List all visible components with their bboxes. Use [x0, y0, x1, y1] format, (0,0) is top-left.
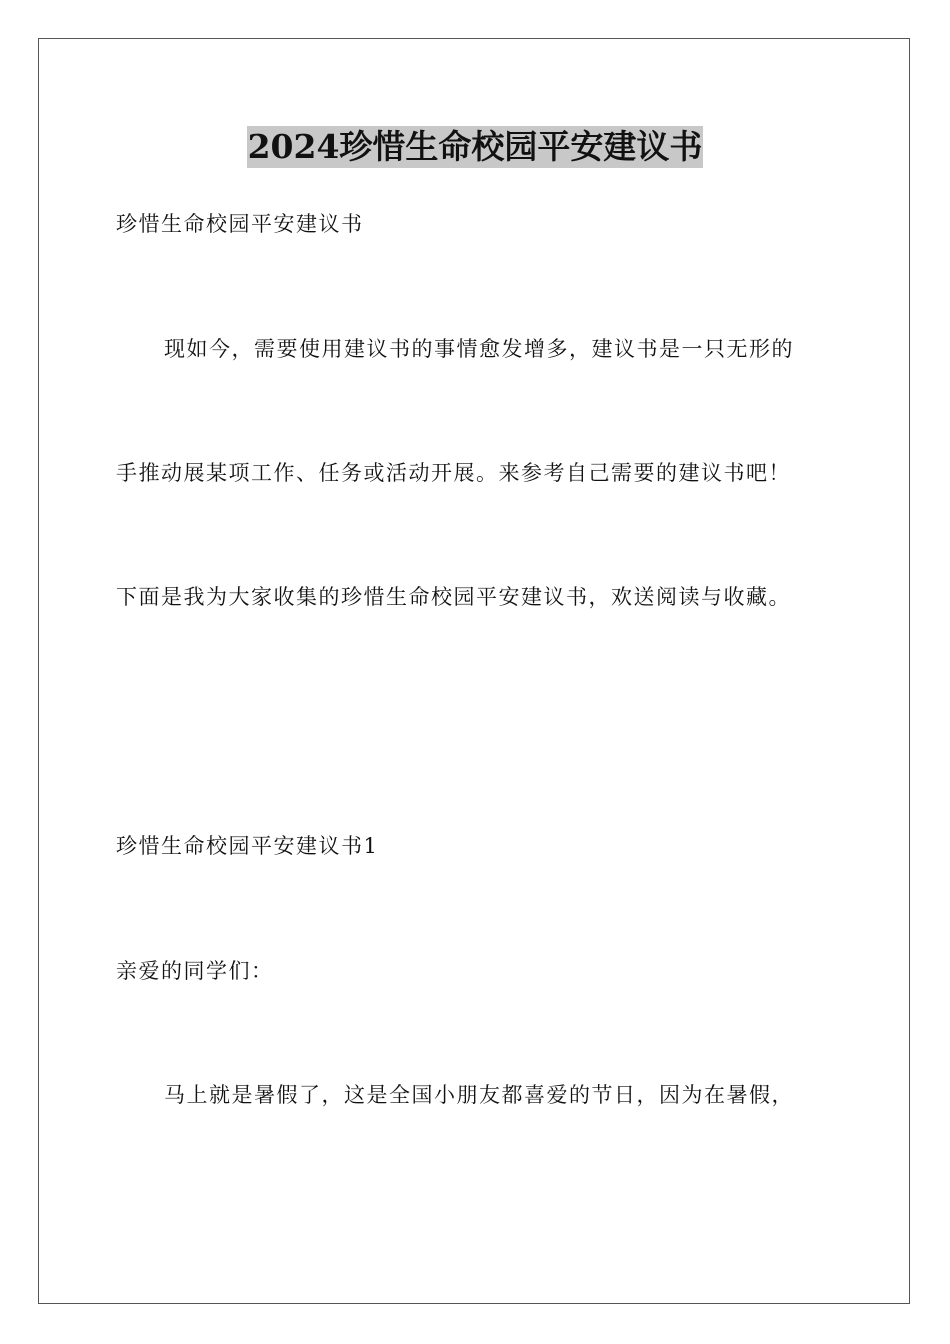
document-subtitle: 珍惜生命校园平安建议书: [116, 212, 364, 236]
title-container: [0, 126, 950, 168]
document-title: 2024珍惜生命校园平安建议书: [247, 127, 703, 166]
body-paragraph-line: 马上就是暑假了，这是全国小朋友都喜爱的节日，因为在暑假，: [164, 1083, 794, 1107]
intro-paragraph-line-2: 手推动展某项工作、任务或活动开展。来参考自己需要的建议书吧！: [116, 461, 791, 485]
salutation: 亲爱的同学们：: [116, 959, 274, 983]
intro-paragraph-line-3: 下面是我为大家收集的珍惜生命校园平安建议书，欢送阅读与收藏。: [116, 585, 791, 609]
intro-paragraph-line-1: 现如今，需要使用建议书的事情愈发增多，建议书是一只无形的: [164, 337, 794, 361]
section-heading: 珍惜生命校园平安建议书1: [116, 834, 379, 858]
